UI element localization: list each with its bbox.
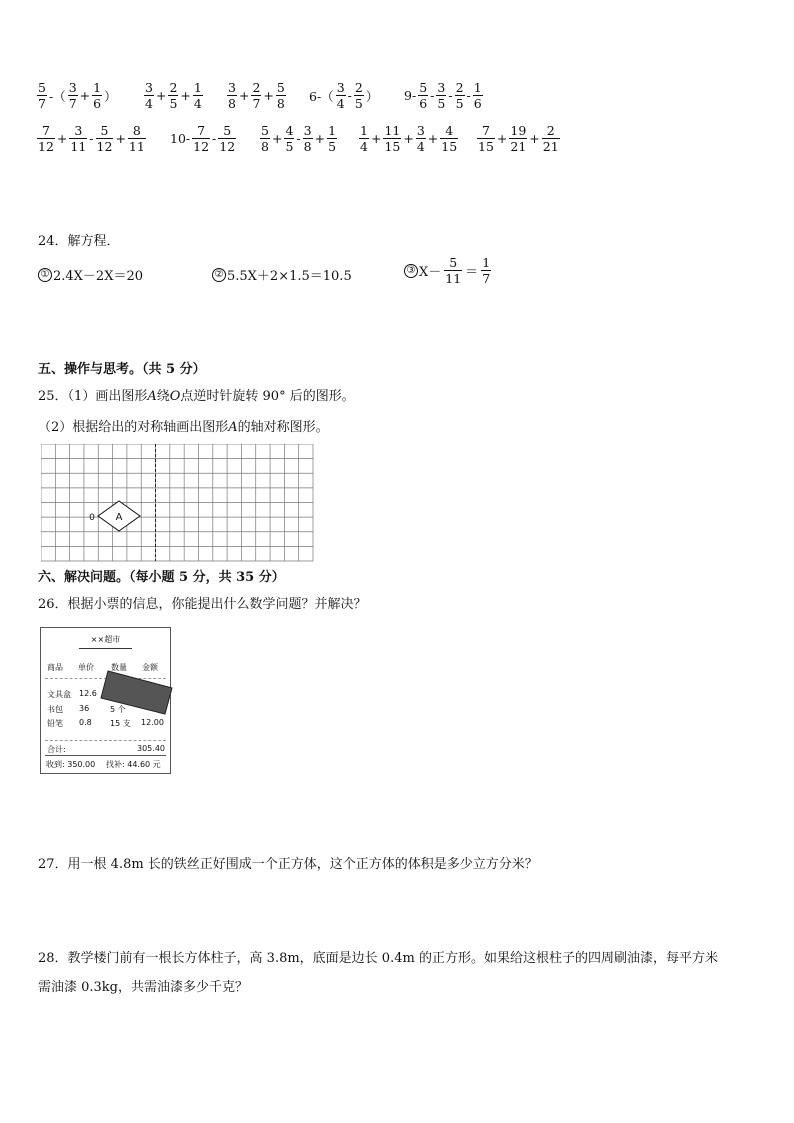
fraction: $\frac{7}{15}$ — [478, 123, 494, 154]
eq3-equals: ＝ — [465, 265, 479, 280]
row1-expression-2 — [143, 80, 204, 111]
operator: + — [314, 131, 326, 146]
fraction: $\frac{7}{12}$ — [193, 123, 210, 154]
operator: + — [115, 131, 126, 146]
receipt-received: 收到: 350.00 — [46, 760, 96, 769]
row1-expression-3 — [226, 80, 287, 111]
fraction: $\frac{3}{8}$ — [228, 80, 236, 111]
operator: - — [430, 88, 435, 103]
eq1-number: ① — [38, 268, 52, 282]
receipt-row-1-item: 文具盒 — [47, 690, 71, 699]
row1-expression-1 — [36, 80, 118, 111]
figure-a-label: A — [147, 389, 157, 404]
receipt-row-2-item: 书包 — [47, 705, 63, 714]
fraction: $\frac{5}{7}$ — [38, 80, 46, 111]
figure-a-letter: A — [115, 512, 123, 523]
operator: + — [370, 131, 382, 146]
operator: + — [427, 131, 439, 146]
grid-figure — [41, 444, 314, 562]
fraction: $\frac{3}{8}$ — [303, 123, 312, 154]
q25-part2: （2）根据给出的对称轴画出图形A的轴对称图形。 — [38, 420, 329, 435]
operator: - — [89, 131, 94, 146]
receipt — [40, 627, 171, 774]
fraction: $\frac{3}{5}$ — [437, 80, 446, 111]
fraction: $\frac{5}{8}$ — [276, 80, 285, 111]
receipt-row-2-qty: 5 个 — [110, 705, 126, 714]
operator: ） — [104, 88, 117, 104]
q28-line2: 需油漆 0.3kg，共需油漆多少千克？ — [38, 980, 249, 995]
receipt-total-label: 合计: — [47, 745, 66, 754]
receipt-header-qty: 数量 — [111, 663, 127, 672]
fraction: $\frac{2}{5}$ — [455, 80, 464, 111]
fraction: $\frac{1}{4}$ — [360, 123, 368, 154]
fraction: $\frac{8}{11}$ — [128, 123, 145, 154]
section5-heading: 五、操作与思考。（共 5 分） — [38, 362, 206, 377]
fraction: $\frac{3}{7}$ — [68, 80, 77, 111]
fraction: $\frac{7}{12}$ — [38, 123, 54, 154]
operator: 9- — [404, 88, 417, 103]
eq1-text: 2.4X－2X＝20 — [53, 269, 143, 284]
fraction: $\frac{2}{5}$ — [354, 80, 363, 111]
receipt-title: ××超市 — [90, 635, 121, 644]
eq3-number: ③ — [404, 264, 418, 278]
eq2-number: ② — [212, 268, 226, 282]
section6-heading: 六、解决问题。（每小题 5 分，共 35 分） — [38, 570, 285, 585]
fraction: $\frac{4}{5}$ — [285, 123, 294, 154]
q27-text: 27．用一根 4.8m 长的铁丝正好围成一个正方体，这个正方体的体积是多少立方分米？ — [38, 857, 538, 872]
fraction: $\frac{1}{6}$ — [93, 80, 102, 111]
q26-text: 26．根据小票的信息，你能提出什么数学问题？并解决？ — [38, 597, 367, 612]
receipt-header-price: 单价 — [78, 663, 94, 672]
fraction: $\frac{3}{4}$ — [416, 123, 425, 154]
operator: - — [347, 88, 352, 103]
fraction: $\frac{2}{7}$ — [252, 80, 261, 111]
operator: + — [403, 131, 414, 146]
receipt-row-3-qty: 15 支 — [110, 719, 131, 728]
row2-expression-1 — [36, 123, 147, 154]
operator: + — [56, 131, 68, 146]
q24-title: 24．解方程． — [38, 234, 120, 249]
receipt-change: 找补: 44.60 元 — [106, 760, 161, 769]
fraction: $\frac{1}{5}$ — [328, 123, 337, 154]
eq3-fraction-2: $\frac{1}{7}$ — [482, 255, 491, 286]
operator: + — [529, 131, 540, 146]
receipt-row-2-price: 36 — [79, 704, 90, 713]
row2-expression-3 — [259, 123, 338, 154]
fraction: $\frac{19}{21}$ — [510, 123, 527, 154]
fraction: $\frac{3}{4}$ — [145, 80, 153, 111]
operator: - — [466, 88, 471, 103]
q25-part1: 25．（1）画出图形A绕O点逆时针旋转 90° 后的图形。 — [38, 389, 355, 404]
receipt-divider-2 — [45, 740, 166, 741]
operator: + — [79, 88, 91, 103]
fraction: $\frac{4}{15}$ — [441, 123, 458, 154]
operator: + — [263, 88, 274, 103]
operator: 10- — [170, 131, 191, 146]
eq3-lead: X－ — [419, 265, 442, 280]
receipt-total-value: 305.40 — [137, 744, 165, 753]
fraction: $\frac{5}{12}$ — [219, 123, 236, 154]
operator: + — [496, 131, 508, 146]
fraction: $\frac{2}{21}$ — [542, 123, 559, 154]
fraction: $\frac{5}{12}$ — [96, 123, 113, 154]
row1-expression-5 — [403, 80, 484, 111]
operator: -（ — [48, 88, 66, 104]
operator: - — [448, 88, 453, 103]
fraction: $\frac{2}{5}$ — [169, 80, 178, 111]
q24-eq1 — [38, 265, 143, 284]
operator: ） — [365, 88, 379, 104]
fraction: $\frac{3}{11}$ — [70, 123, 87, 154]
receipt-row-3-item: 铅笔 — [47, 719, 63, 728]
receipt-row-3-amount: 12.00 — [141, 718, 164, 727]
receipt-row-1-price: 12.6 — [79, 689, 97, 698]
fraction: $\frac{1}{6}$ — [473, 80, 482, 111]
point-o-label: O — [169, 389, 181, 404]
fraction: $\frac{11}{15}$ — [384, 123, 401, 154]
row2-expression-5 — [476, 123, 561, 154]
eq2-text: 5.5X＋2×1.5＝10.5 — [227, 269, 352, 284]
operator: 6-（ — [309, 88, 334, 104]
eq3-fraction-1: $\frac{5}{11}$ — [445, 255, 462, 286]
operator: + — [180, 88, 191, 103]
fraction: $\frac{3}{4}$ — [336, 80, 345, 111]
receipt-title-underline — [79, 648, 132, 649]
q24-eq3 — [404, 255, 494, 286]
receipt-header-item: 商品 — [47, 663, 63, 672]
fraction: $\frac{1}{4}$ — [193, 80, 202, 111]
point-o: 0 — [89, 513, 95, 523]
q28-line1: 28．教学楼门前有一根长方体柱子，高 3.8m，底面是边长 0.4m 的正方形。如果给这根柱子的四周刷油漆，每平方米 — [38, 951, 718, 966]
operator: + — [271, 131, 283, 146]
row1-expression-4 — [308, 80, 379, 111]
row2-expression-2 — [169, 123, 237, 154]
operator: - — [296, 131, 301, 146]
operator: - — [212, 131, 217, 146]
receipt-total-line — [45, 755, 166, 756]
operator: + — [155, 88, 167, 103]
fraction: $\frac{5}{6}$ — [419, 80, 428, 111]
receipt-ink-smudge — [99, 668, 174, 718]
operator: + — [238, 88, 250, 103]
fraction: $\frac{5}{8}$ — [261, 123, 269, 154]
receipt-row-3-price: 0.8 — [79, 718, 92, 727]
row2-expression-4 — [358, 123, 459, 154]
receipt-header-amount: 金额 — [142, 663, 158, 672]
q24-eq2 — [212, 265, 352, 284]
